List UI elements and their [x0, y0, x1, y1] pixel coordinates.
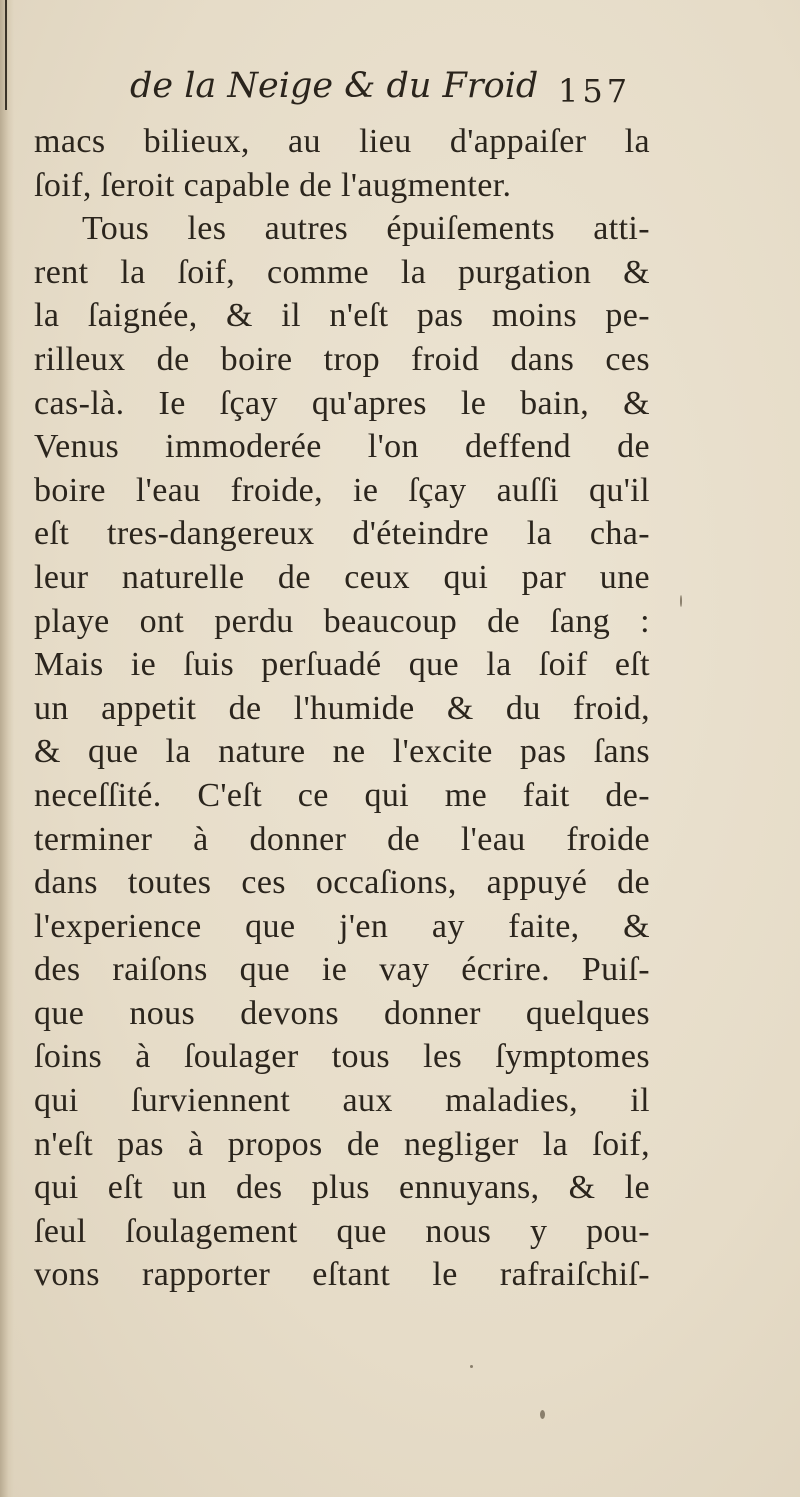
text-line: l'experience que j'en ay faite, & [34, 907, 650, 945]
page-number: 157 [558, 72, 632, 110]
text-line: playe ont perdu beaucoup de ſang : [34, 602, 650, 640]
text-line: macs bilieux, au lieu d'appaiſer la [34, 123, 650, 160]
text-line: leur naturelle de ceux qui par une [34, 558, 650, 596]
paper-speck [470, 1365, 473, 1368]
text-line: ſoif, ſeroit capable de l'augmenter. [34, 166, 512, 204]
text-line: ſeul ſoulagement que nous y pou- [34, 1212, 650, 1250]
text-line: neceſſité. C'eſt ce qui me fait de- [34, 776, 650, 814]
running-title: de la Neige & du Froid [130, 66, 539, 106]
paper-speck [540, 1410, 545, 1419]
text-line: rilleux de boire trop froid dans ces [34, 340, 650, 378]
paper-speck [680, 595, 682, 607]
text-line: la ſaignée, & il n'eſt pas moins pe- [34, 297, 650, 335]
text-line: des raiſons que ie vay écrire. Puiſ- [34, 951, 650, 989]
text-line: que nous devons donner quelques [34, 994, 650, 1032]
text-line: vons rapporter eſtant le rafraiſchiſ- [34, 1256, 650, 1294]
text-line: n'eſt pas à propos de negliger la ſoif, [34, 1125, 650, 1163]
body-text [34, 120, 650, 1297]
text-line: rent la ſoif, comme la purgation & [34, 253, 650, 291]
text-line: boire l'eau froide, ie ſçay auſſi qu'il [34, 471, 650, 509]
text-line: qui ſurviennent aux maladies, il [34, 1082, 650, 1120]
text-line: Tous les autres épuiſements atti- [82, 210, 650, 248]
binding-line [5, 0, 7, 110]
text-line: un appetit de l'humide & du froid, [34, 689, 650, 727]
text-line: qui eſt un des plus ennuyans, & le [34, 1169, 650, 1207]
text-line: & que la nature ne l'excite pas ſans [34, 733, 650, 771]
text-line: terminer à donner de l'eau froide [34, 820, 650, 858]
text-line: eſt tres-dangereux d'éteindre la cha- [34, 515, 650, 553]
text-line: Mais ie ſuis perſuadé que la ſoif eſt [34, 646, 650, 684]
text-line: ſoins à ſoulager tous les ſymptomes [34, 1038, 650, 1076]
text-line: Venus immoderée l'on deffend de [34, 428, 650, 466]
text-line: dans toutes ces occaſions, appuyé de [34, 864, 650, 902]
text-line: cas-là. Ie ſçay qu'apres le bain, & [34, 384, 650, 422]
binding-edge [0, 0, 14, 1497]
